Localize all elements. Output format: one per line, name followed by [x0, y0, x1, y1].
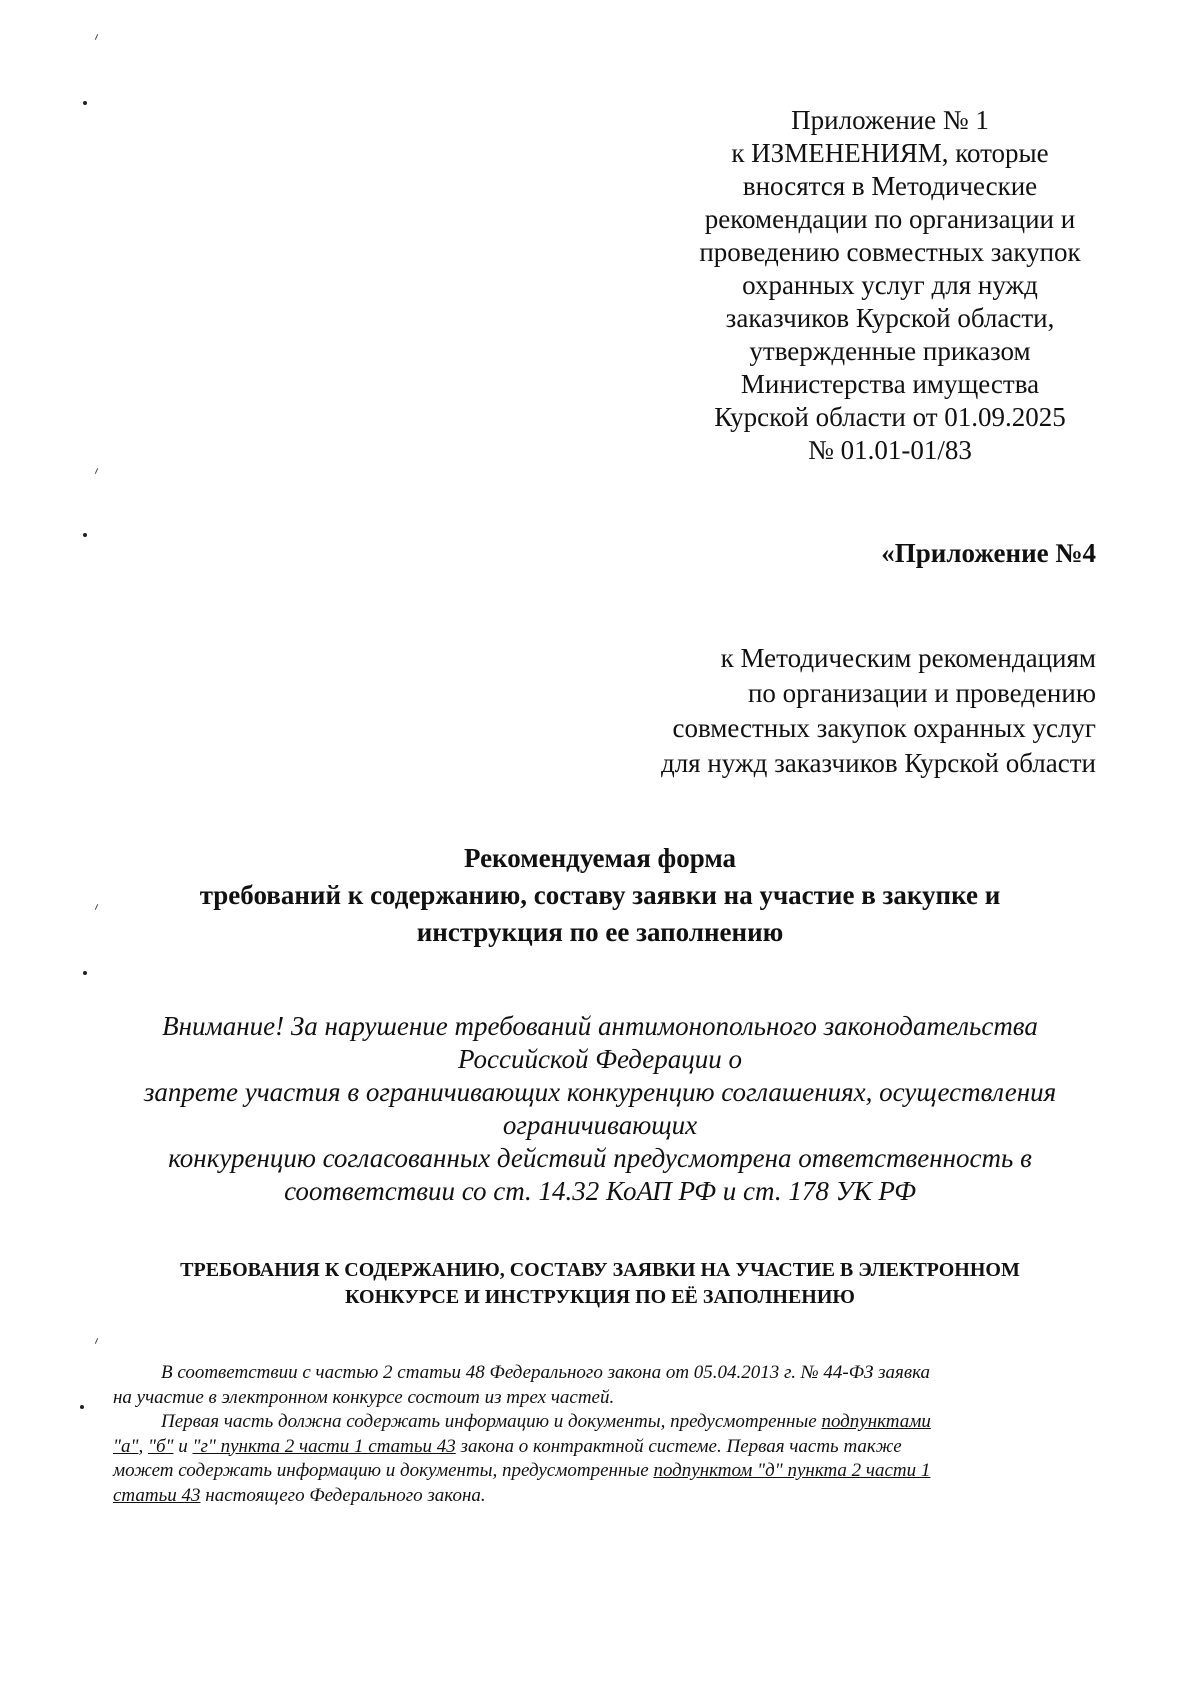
paragraph-text: Первая часть должна содержать информацию и документы, предусмотренные: [161, 1411, 822, 1432]
paragraph-2-line: [113, 1435, 1095, 1460]
form-title-line: Рекомендуемая форма: [463, 843, 737, 873]
scan-mark: [95, 468, 98, 474]
appendix-1-line: Курской области от 01.09.2025: [714, 402, 1066, 432]
law-reference-link[interactable]: "а": [113, 1435, 139, 1457]
appendix-1-line: охранных услуг для нужд: [742, 270, 1038, 300]
paragraph-text: настоящего Федерального закона.: [200, 1484, 486, 1506]
form-title-line: инструкция по ее заполнению: [416, 917, 784, 947]
appendix-1-line: к ИЗМЕНЕНИЯМ, которые: [731, 138, 1049, 168]
paragraph-1-line: В соответствии с частью 2 статьи 48 Федерального закона от 05.04.2013 г. № 44-ФЗ заявка: [161, 1362, 931, 1383]
paragraph-text: может содержать информацию и документы, предусмотренные: [113, 1460, 654, 1481]
paragraph-2-line: [113, 1410, 1095, 1435]
paragraph-text: закона о контрактной системе. Первая часть также: [455, 1435, 902, 1457]
form-title-line: требований к содержанию, составу заявки на участие в закупке и: [199, 880, 1001, 910]
scan-mark: [95, 34, 98, 40]
method-rec-line: по организации и проведению: [747, 678, 1096, 708]
method-rec-line: к Методическим рекомендациям: [720, 643, 1096, 673]
method-rec-line: для нужд заказчиков Курской области: [660, 748, 1096, 778]
scan-speck: [83, 533, 87, 537]
appendix-1-line: № 01.01-01/83: [808, 435, 972, 465]
scan-mark: [95, 1338, 98, 1344]
warning-line: конкуренцию согласованных действий предусмотрена ответственность в: [168, 1143, 1032, 1173]
warning-line: запрете участия в ограничивающих конкуренцию соглашениях, осуществления: [143, 1077, 1057, 1107]
warning-line: соответствии со ст. 14.32 КоАП РФ и ст. 178 УК РФ: [284, 1176, 916, 1206]
body-text: [113, 1361, 1095, 1508]
appendix-1-line: заказчиков Курской области,: [725, 303, 1055, 333]
paragraph-text: ,: [138, 1435, 148, 1457]
appendix-1-header: [680, 104, 1100, 467]
scan-mark: [95, 904, 98, 910]
method-recommendations-block: [661, 641, 1096, 781]
law-reference-link[interactable]: статьи 43: [113, 1484, 201, 1506]
appendix-1-line: рекомендации по организации и: [704, 204, 1076, 234]
paragraph-text: и: [173, 1435, 193, 1457]
law-reference-link[interactable]: "б": [147, 1435, 174, 1457]
antimonopoly-warning: [100, 1010, 1100, 1208]
scan-speck: [80, 1405, 84, 1409]
warning-line: Российской Федерации о: [457, 1044, 743, 1074]
paragraph-2-line: [113, 1459, 1095, 1484]
warning-line: Внимание! За нарушение требований антимонопольного законодательства: [162, 1011, 1038, 1041]
scan-speck: [83, 101, 87, 105]
method-rec-line: совместных закупок охранных услуг: [672, 713, 1096, 743]
warning-line: ограничивающих: [502, 1110, 698, 1140]
scan-speck: [83, 971, 87, 975]
law-reference-link[interactable]: "г" пункта 2 части 1 статьи 43: [192, 1435, 456, 1457]
form-title: [100, 840, 1100, 951]
law-reference-link[interactable]: подпунктами: [821, 1411, 931, 1432]
appendix-1-line: Приложение № 1: [791, 105, 989, 135]
paragraph-2-line: [113, 1484, 1095, 1509]
appendix-1-line: вносятся в Методические: [742, 171, 1038, 201]
law-reference-link[interactable]: подпунктом "д" пункта 2 части 1: [653, 1460, 931, 1481]
paragraph-1-line: на участие в электронном конкурсе состоит из трех частей.: [113, 1386, 615, 1408]
appendix-1-line: утвержденные приказом: [749, 336, 1031, 366]
appendix-4-title: «Приложение №4: [881, 538, 1096, 568]
requirements-heading-line: ТРЕБОВАНИЯ К СОДЕРЖАНИЮ, СОСТАВУ ЗАЯВКИ НА УЧАСТИЕ В ЭЛЕКТРОННОМ: [180, 1259, 1020, 1281]
appendix-1-line: проведению совместных закупок: [699, 237, 1081, 267]
appendix-1-line: Министерства имущества: [740, 369, 1040, 399]
requirements-heading-line: КОНКУРСЕ И ИНСТРУКЦИЯ ПО ЕЁ ЗАПОЛНЕНИЮ: [345, 1286, 855, 1308]
requirements-heading: [100, 1257, 1100, 1311]
